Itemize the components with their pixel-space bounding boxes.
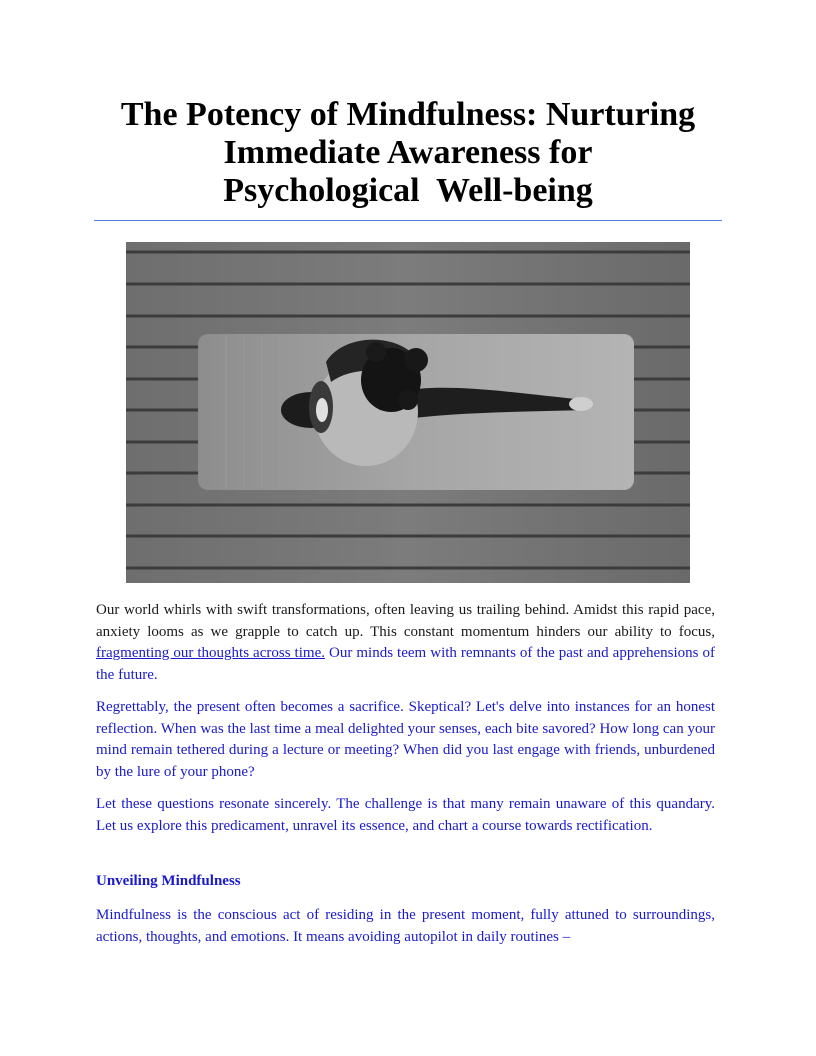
- paragraph-questions: Let these questions resonate sincerely. The challenge is that many remain unaware of this quandary. Let us explore this predicament, unravel its essence, and chart a course towards rectification.: [96, 796, 715, 834]
- paragraph-reflection: Regrettably, the present often becomes a sacrifice. Skeptical? Let's delve into instances for an honest reflection. When was the last time a meal delighted your senses, each bite savored? How long can your mind remain tethered during a lecture or meeting? When did you last engage with friends, unburdened by the lure of your phone?: [96, 699, 715, 780]
- document-title: [96, 96, 720, 210]
- section-heading: Unveiling Mindfulness: [96, 873, 241, 889]
- paragraph-intro-tail: Our minds teem with remnants of the past and apprehensions of the future.: [96, 645, 716, 683]
- title-line-3: Psychological Well-being: [223, 172, 593, 209]
- title-line-2: Immediate Awareness for: [223, 134, 593, 171]
- paragraph-definition: Mindfulness is the conscious act of residing in the present moment, fully attuned to surroundings, actions, thoughts, and emotions. It means avoiding autopilot in daily routines –: [96, 907, 715, 945]
- fragmenting-thoughts-link[interactable]: fragmenting our thoughts across time.: [96, 645, 325, 661]
- yoga-photo: [126, 242, 690, 583]
- title-divider: [94, 220, 722, 221]
- title-line-1: The Potency of Mindfulness: Nurturing: [120, 96, 696, 133]
- paragraph-intro-text: Our world whirls with swift transformations, often leaving us trailing behind. Amidst this rapid pace, anxiety looms as we grapple to catch up. This constant momentum hinders our ability to focus,: [96, 602, 715, 640]
- paragraph-intro: [96, 600, 715, 686]
